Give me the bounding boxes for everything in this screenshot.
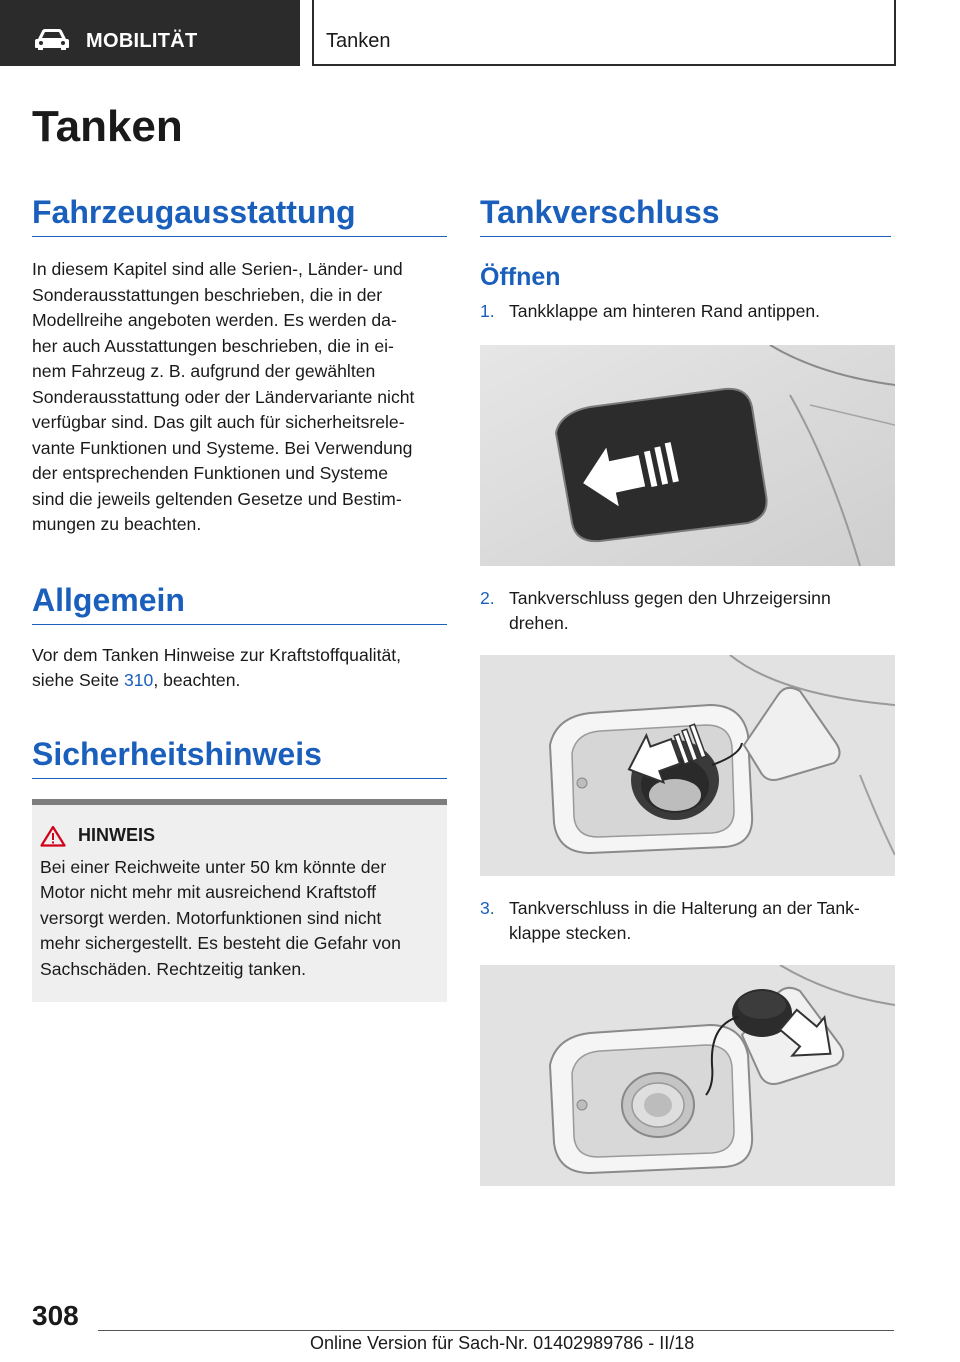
left-column [32,190,447,1002]
text-line: Tankverschluss in die Halterung an der Tank- [509,897,860,918]
text-line: nem Fahrzeug z. B. aufgrund der gewählten [32,361,376,381]
heading-allgemein: Allgemein [32,578,447,625]
fuel-cap-turn-image [480,655,895,876]
text-line: Sachschäden. Rechtzeitig tanken. [40,958,307,979]
section-tab[interactable] [0,0,300,66]
step-number: 3. [480,897,495,918]
text-line: Motor nicht mehr mit ausreichend Kraftstoff [40,882,377,902]
subheading-oeffnen: Öffnen [480,263,561,291]
text-line: versorgt werden. Motorfunktionen sind nicht [40,907,382,928]
notice-title: HINWEIS [78,825,156,845]
right-column [480,190,891,1186]
text-line: Sonderausstattungen beschrieben, die in der [32,284,383,305]
text-line: mungen zu beachten. [32,514,202,534]
step-2 [480,586,891,637]
text-line: Tankverschluss gegen den Uhrzeigersinn [509,587,831,608]
car-icon [34,27,70,51]
text-line: vante Funktionen und Systeme. Bei Verwendung [32,437,413,458]
notice-box [32,799,447,1003]
fuel-flap-closed-image [480,345,895,566]
text-line: , beachten. [153,670,241,690]
step-text [509,586,831,637]
breadcrumb-label: Tanken [326,30,391,52]
step-number: 1. [480,301,495,321]
step-3 [480,896,891,947]
breadcrumb [312,0,896,66]
footer-divider [98,1330,894,1331]
footer-text: Online Version für Sach-Nr. 01402989786 - II/18 [310,1333,695,1353]
fuel-cap-holder-image [480,965,895,1186]
step-text: Tankklappe am hinteren Rand antippen. [509,301,821,321]
text-line: drehen. [509,613,569,633]
step-1 [480,299,891,325]
text-line: In diesem Kapitel sind alle Serien-, Länder- und [32,259,403,279]
text-line: klappe stecken. [509,923,632,943]
paragraph-allgemein [32,643,447,694]
page-link-310[interactable]: 310 [123,670,154,690]
notice-text [40,855,439,983]
text-line: mehr sichergestellt. Es besteht die Gefahr von [40,933,401,953]
section-label: MOBILITÄT [86,30,198,52]
text-line: sind die jeweils geltenden Gesetze und Bestim- [32,488,402,509]
text-line: Sonderausstattung oder der Ländervariante nicht [32,386,415,407]
notice-header [40,825,439,847]
text-line: Bei einer Reichweite unter 50 km könnte der [40,856,387,877]
illustration-fuel-cap-holder [480,965,895,1186]
heading-tankverschluss: Tankverschluss [480,190,891,237]
page-title: Tanken [32,102,183,151]
step-text [509,896,860,947]
paragraph-fahrzeugausstattung [32,257,447,538]
warning-icon [40,825,66,847]
heading-sicherheitshinweis: Sicherheitshinweis [32,732,447,779]
illustration-fuel-flap-closed [480,345,895,566]
page-header [0,0,960,66]
heading-fahrzeugausstattung: Fahrzeugausstattung [32,190,447,237]
text-line: Vor dem Tanken Hinweise zur Kraftstoffqualität, [32,644,402,665]
text-line: verfügbar sind. Das gilt auch für sicherheitsrele- [32,412,405,432]
text-line: der entsprechenden Funktionen und Systeme [32,463,389,483]
illustration-fuel-cap-turn [480,655,895,876]
text-line: Modellreihe angeboten werden. Es werden da- [32,310,397,330]
text-line: her auch Ausstattungen beschrieben, die in ei- [32,335,394,356]
page-number: 308 [32,1300,79,1331]
text-line: siehe Seite [32,670,124,690]
step-number: 2. [480,587,495,608]
